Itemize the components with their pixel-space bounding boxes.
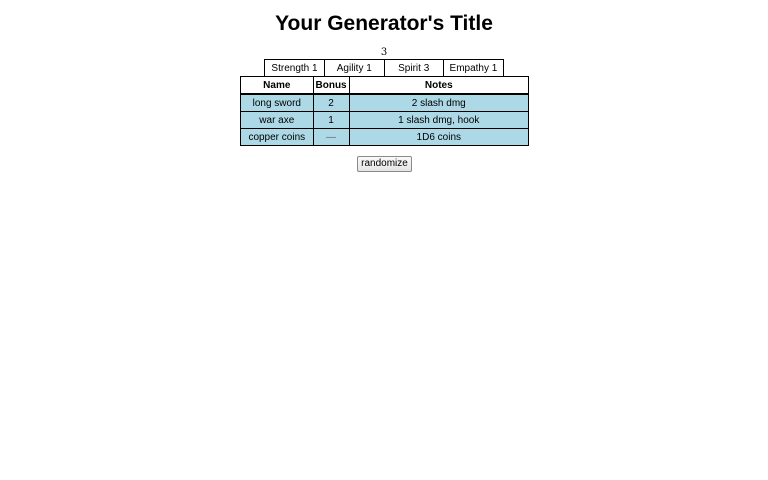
item-bonus: 1 <box>313 112 349 129</box>
item-bonus: — <box>313 129 349 146</box>
item-name: copper coins <box>241 129 314 146</box>
stat-spirit: Spirit 3 <box>384 60 443 77</box>
stats-row <box>265 60 504 77</box>
item-notes: 1 slash dmg, hook <box>349 112 528 129</box>
stats-table <box>264 59 504 77</box>
column-header-notes: Notes <box>349 77 528 95</box>
column-header-name: Name <box>241 77 314 95</box>
table-row <box>241 129 529 146</box>
table-row <box>241 94 529 112</box>
item-notes: 2 slash dmg <box>349 94 528 112</box>
stat-agility: Agility 1 <box>325 60 385 77</box>
item-bonus: 2 <box>313 94 349 112</box>
item-name: war axe <box>241 112 314 129</box>
column-header-bonus: Bonus <box>313 77 349 95</box>
roll-number: 3 <box>380 47 388 58</box>
items-table <box>240 76 529 146</box>
stat-strength: Strength 1 <box>265 60 325 77</box>
randomize-button[interactable]: randomize <box>357 156 412 172</box>
page-title: Your Generator's Title <box>275 12 493 35</box>
table-row <box>241 112 529 129</box>
item-name: long sword <box>241 94 314 112</box>
item-notes: 1D6 coins <box>349 129 528 146</box>
items-header-row <box>241 77 529 95</box>
stat-empathy: Empathy 1 <box>443 60 503 77</box>
